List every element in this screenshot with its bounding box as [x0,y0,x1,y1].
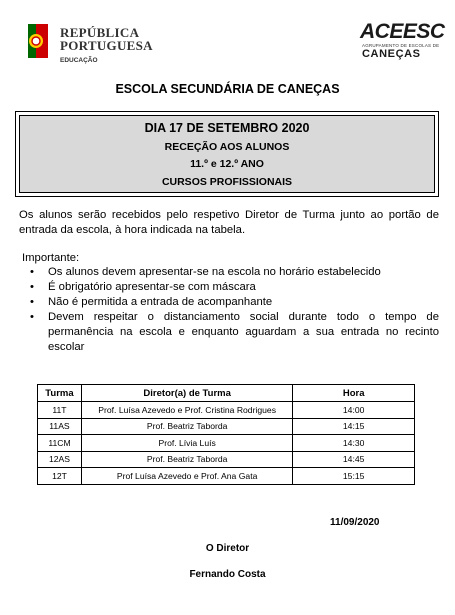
table-row [38,402,415,419]
list-item-text: É obrigatório apresentar-se com máscara [48,281,256,293]
logo-line-educacao: EDUCAÇÃO [60,57,98,64]
cell-turma: 12AS [38,451,82,468]
list-item [22,265,439,280]
banner-years: 11.º e 12.º ANO [190,158,264,170]
bullet-icon: • [30,311,34,323]
cell-turma: 11AS [38,418,82,435]
list-item [22,295,439,310]
banner-courses: CURSOS PROFISSIONAIS [161,176,293,188]
bullet-icon: • [30,296,34,308]
banner-date: DIA 17 DE SETEMBRO 2020 [144,121,310,135]
document-date: 11/09/2020 [330,517,380,528]
header-diretor: Diretor(a) de Turma [81,385,292,402]
list-item-text: Devem respeitar o distanciamento social durante todo o tempo de permanência na escola e enquanto aguardam a sua entrada no recinto escolar [48,311,439,353]
list-item [22,280,439,295]
cell-hora: 14:00 [293,402,415,419]
logo-line-republica: REPÚBLICA [60,25,140,40]
header-turma: Turma [38,385,82,402]
event-banner-box [19,115,435,193]
school-title: ESCOLA SECUNDÁRIA DE CANEÇAS [115,82,340,96]
cell-turma: 12T [38,468,82,485]
table-row [38,418,415,435]
table-row [38,468,415,485]
cell-turma: 11CM [38,435,82,452]
important-label: Importante: [22,252,80,264]
important-list [22,265,439,355]
logo-line-portuguesa: PORTUGUESA [60,38,153,53]
event-banner [15,111,439,197]
table-header-row [38,385,415,402]
list-item [22,310,439,355]
cell-hora: 15:15 [293,468,415,485]
agrupamento-logo-name: CANEÇAS [362,48,421,60]
cell-hora: 14:45 [293,451,415,468]
agrupamento-logo-subtitle: AGRUPAMENTO DE ESCOLAS DE [362,43,440,48]
republica-portuguesa-logo [24,22,164,68]
list-item-text: Não é permitida a entrada de acompanhante [48,296,273,308]
cell-diretor: Prof Luísa Azevedo e Prof. Ana Gata [81,468,292,485]
agrupamento-logo [356,20,445,60]
cell-diretor: Prof. Luísa Azevedo e Prof. Cristina Rodrigues [81,402,292,419]
signature-title: O Diretor [205,543,250,554]
portugal-emblem-icon [28,24,48,58]
intro-paragraph: Os alunos serão recebidos pelo respetivo Diretor de Turma junto ao portão de entrada da escola, à hora indicada na tabela. [19,209,439,236]
bullet-icon: • [30,266,34,278]
signature-name: Fernando Costa [189,569,266,580]
cell-turma: 11T [38,402,82,419]
bullet-icon: • [30,281,34,293]
cell-diretor: Prof. Beatriz Taborda [81,418,292,435]
table-row [38,435,415,452]
cell-hora: 14:15 [293,418,415,435]
schedule-table [37,384,415,485]
table-row [38,451,415,468]
header-hora: Hora [293,385,415,402]
cell-diretor: Prof. Lívia Luís [81,435,292,452]
cell-hora: 14:30 [293,435,415,452]
cell-diretor: Prof. Beatriz Taborda [81,451,292,468]
list-item-text: Os alunos devem apresentar-se na escola no horário estabelecido [48,266,381,278]
agrupamento-logo-mark: ACEESC [360,20,445,43]
banner-reception: RECEÇÃO AOS ALUNOS [164,141,290,153]
